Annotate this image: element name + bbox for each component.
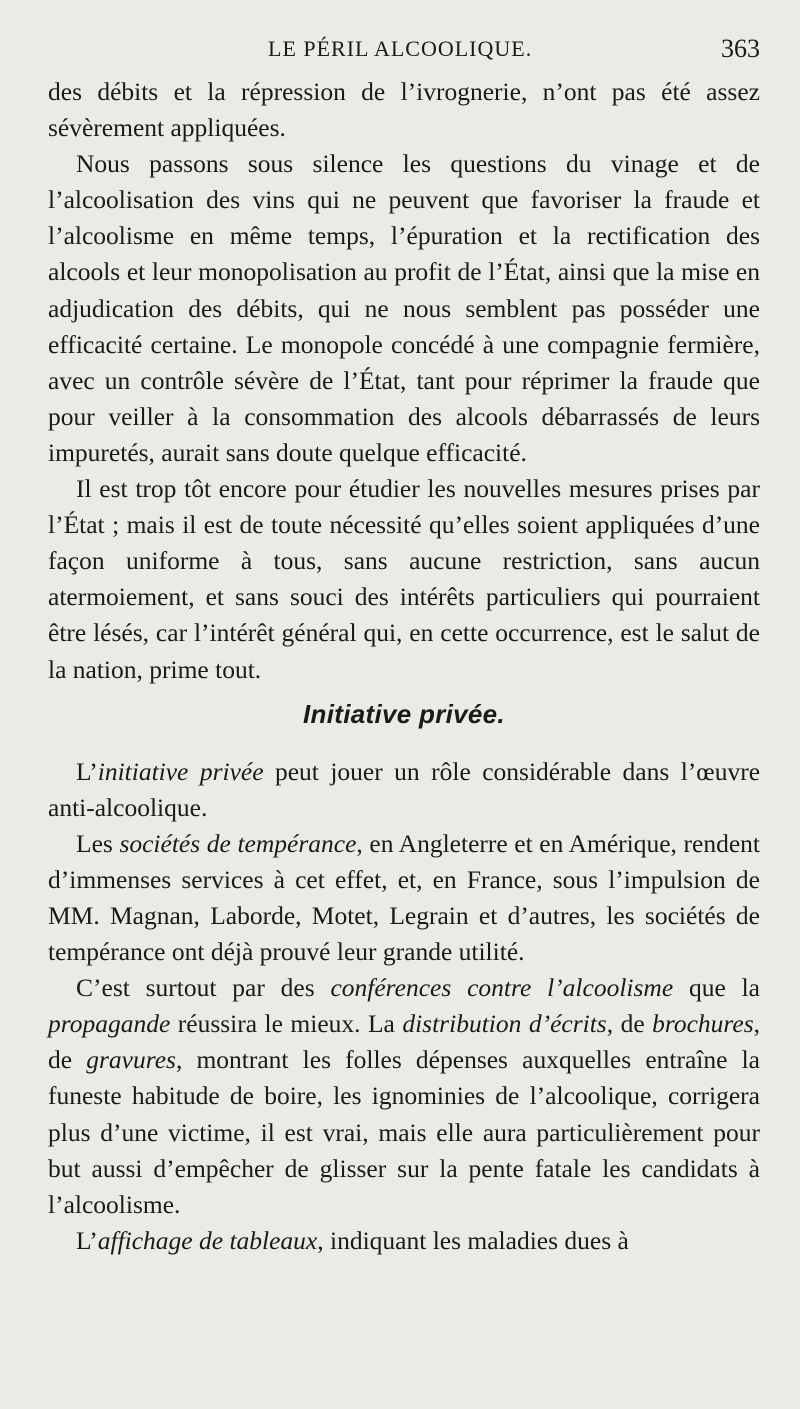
paragraph-vinage: Nous passons sous silence les questions du vinage et de l’alcoolisation des vins qui ne peuvent que favoriser la fraude et l’alcoolisme en même temps, l’épuration et la rectification des alcools et leur monopolisation au profit de l’État, ainsi que la mise en adjudication des débits, qui ne nous semblent pas posséder une efficacité certaine. Le monopole concédé à une compagnie fermière, avec un contrôle sévère de l’État, tant pour réprimer la fraude que pour veiller à la consommation des alcools débarrassés de leurs impuretés, aurait sans doute quelque efficacité. — [48, 149, 760, 467]
running-title: LE PÉRIL ALCOOLIQUE. — [268, 36, 533, 61]
paragraph-affichage: L’affichage de tableaux, indiquant les maladies dues à — [76, 1225, 629, 1255]
body-text — [48, 74, 760, 1259]
paragraph-initiative: L’initiative privée peut jouer un rôle considérable dans l’œuvre anti-alcoolique. — [48, 756, 761, 822]
section-heading: Initiative privée. — [303, 698, 505, 729]
paragraph-conferences: C’est surtout par des conférences contre l’alcoolisme que la propagande réussira le mieux. La distribution d’écrits, de brochures, de gravures, montrant les folles dépenses auxquelles entraîne la funeste habitude de boire, les ignominies de l’alcoolique, corrigera plus d’une victime, il est vrai, mais elle aura particulièrement pour but aussi d’empêcher de glisser sur la pente fatale les candidats à l’alcoolisme. — [48, 973, 760, 1219]
paragraph-continuation: des débits et la répression de l’ivrognerie, n’ont pas été assez sévèrement appliquées. — [48, 77, 760, 143]
page-number: 363 — [721, 34, 760, 63]
page-header — [48, 36, 760, 72]
paragraph-societes: Les sociétés de tempérance, en Angleterre et en Amérique, rendent d’immenses services à cet effet, et, en France, sous l’impulsion de MM. Magnan, Laborde, Motet, Legrain et d’autres, les sociétés de tempérance ont déjà prouvé leur grande utilité. — [48, 828, 760, 967]
paragraph-mesures: Il est trop tôt encore pour étudier les nouvelles mesures prises par l’État ; mais il est de toute nécessité qu’elles soient appliquées d’une façon uniforme à tous, sans aucune restriction, sans aucun atermoiement, et sans souci des intérêts particuliers qui pourraient être lésés, car l’intérêt général qui, en cette occurrence, est le salut de la nation, prime tout. — [48, 474, 760, 684]
